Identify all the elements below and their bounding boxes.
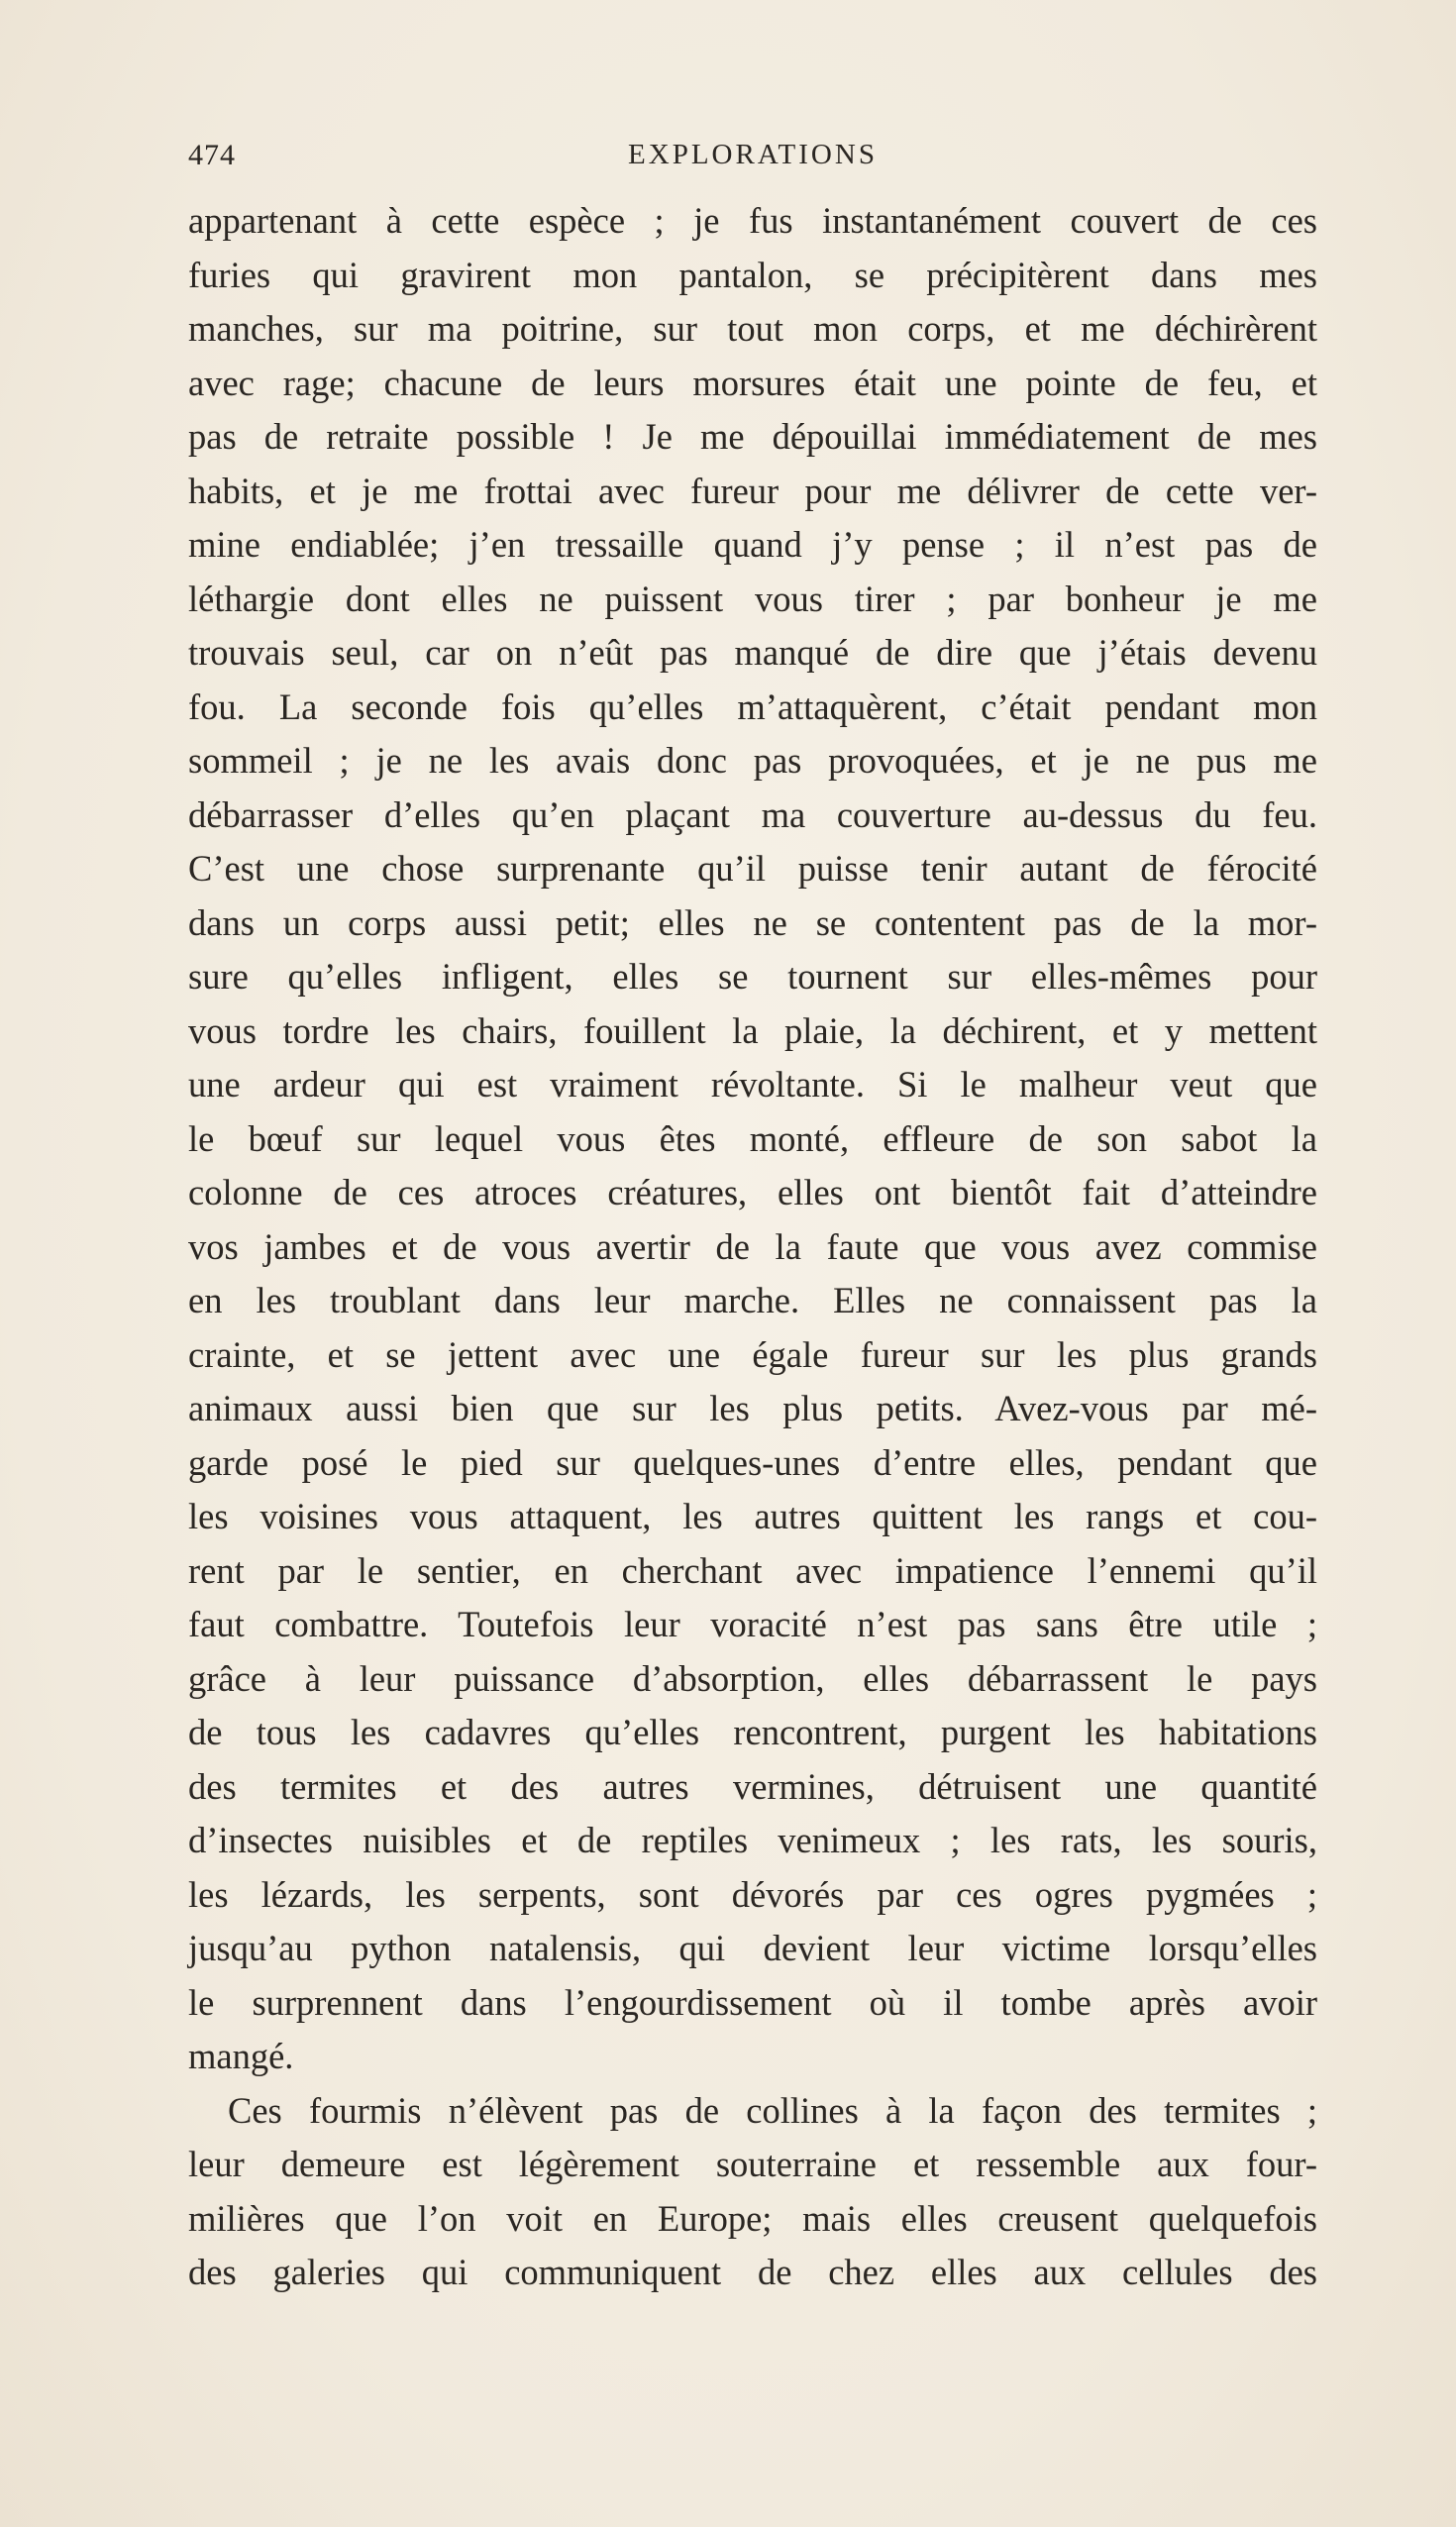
text-line: en les troublant dans leur marche. Elles ne connaissent pas la — [188, 1280, 1317, 1320]
text-line: d’insectes nuisibles et de reptiles venimeux ; les rats, les souris, — [188, 1820, 1317, 1860]
text-line: manches, sur ma poitrine, sur tout mon corps, et me déchirèrent — [188, 308, 1317, 349]
paragraph-end-line: mangé. — [188, 2036, 294, 2076]
text-line: vous tordre les chairs, fouillent la plaie, la déchirent, et y mettent — [188, 1009, 1317, 1051]
text-line: sure qu’elles infligent, elles se tournent sur elles-mêmes pour — [188, 956, 1317, 997]
text-line: faut combattre. Toutefois leur voracité n’est pas sans être utile ; — [188, 1604, 1317, 1644]
text-line: crainte, et se jettent avec une égale fureur sur les plus grands — [188, 1333, 1317, 1375]
text-line: animaux aussi bien que sur les plus petits. Avez-vous par mé- — [188, 1388, 1317, 1428]
text-line: milières que l’on voit en Europe; mais elles creusent quelquefois — [188, 2197, 1317, 2239]
text-line: dans un corps aussi petit; elles ne se contentent pas de la mor- — [188, 901, 1317, 943]
text-line: appartenant à cette espèce ; je fus instantanément couvert de ces — [188, 200, 1317, 241]
paragraph-start-line: Ces fourmis n’élèvent pas de collines à la façon des termites ; — [228, 2089, 1317, 2131]
text-line: furies qui gravirent mon pantalon, se précipitèrent dans mes — [188, 254, 1317, 295]
text-line: une ardeur qui est vraiment révoltante. Si le malheur veut que — [188, 1064, 1317, 1105]
text-line: habits, et je me frottai avec fureur pour me délivrer de cette ver- — [188, 470, 1317, 511]
text-line: fou. La seconde fois qu’elles m’attaquèrent, c’était pendant mon — [188, 685, 1317, 727]
running-title: EXPLORATIONS — [628, 139, 878, 170]
text-line: des galeries qui communiquent de chez elles aux cellules des — [188, 2252, 1317, 2292]
text-line: le surprennent dans l’engourdissement où il tombe après avoir — [188, 1981, 1317, 2023]
text-line: mine endiablée; j’en tressaille quand j’y pense ; il n’est pas de — [188, 524, 1317, 565]
page-header — [188, 139, 1317, 182]
text-line: les voisines vous attaquent, les autres quittent les rangs et cou- — [188, 1496, 1317, 1536]
body-text — [188, 194, 1317, 2300]
text-line: les lézards, les serpents, sont dévorés par ces ogres pygmées ; — [188, 1873, 1317, 1915]
text-line: débarrasser d’elles qu’en plaçant ma couverture au-dessus du feu. — [188, 793, 1317, 835]
text-line: garde posé le pied sur quelques-unes d’entre elles, pendant que — [188, 1441, 1317, 1483]
text-line: colonne de ces atroces créatures, elles ont bientôt fait d’atteindre — [188, 1172, 1317, 1212]
text-line: le bœuf sur lequel vous êtes monté, effleure de son sabot la — [188, 1117, 1317, 1159]
text-line: jusqu’au python natalensis, qui devient leur victime lorsqu’elles — [188, 1928, 1317, 1968]
text-line: vos jambes et de vous avertir de la faute que vous avez commise — [188, 1225, 1317, 1267]
text-line: des termites et des autres vermines, détruisent une quantité — [188, 1765, 1317, 1807]
text-line: rent par le sentier, en cherchant avec impatience l’ennemi qu’il — [188, 1549, 1317, 1591]
text-line: avec rage; chacune de leurs morsures était une pointe de feu, et — [188, 362, 1317, 403]
text-line: C’est une chose surprenante qu’il puisse tenir autant de férocité — [188, 848, 1317, 889]
text-line: leur demeure est légèrement souterraine et ressemble aux four- — [188, 2144, 1317, 2184]
text-line: sommeil ; je ne les avais donc pas provoquées, et je ne pus me — [188, 740, 1317, 781]
text-line: pas de retraite possible ! Je me dépouillai immédiatement de mes — [188, 416, 1317, 457]
page-number: 474 — [188, 139, 236, 171]
text-line: grâce à leur puissance d’absorption, elles débarrassent le pays — [188, 1657, 1317, 1699]
text-line: de tous les cadavres qu’elles rencontrent, purgent les habitations — [188, 1712, 1317, 1752]
text-line: trouvais seul, car on n’eût pas manqué de dire que j’étais devenu — [188, 632, 1317, 673]
text-line: léthargie dont elles ne puissent vous tirer ; par bonheur je me — [188, 578, 1317, 619]
